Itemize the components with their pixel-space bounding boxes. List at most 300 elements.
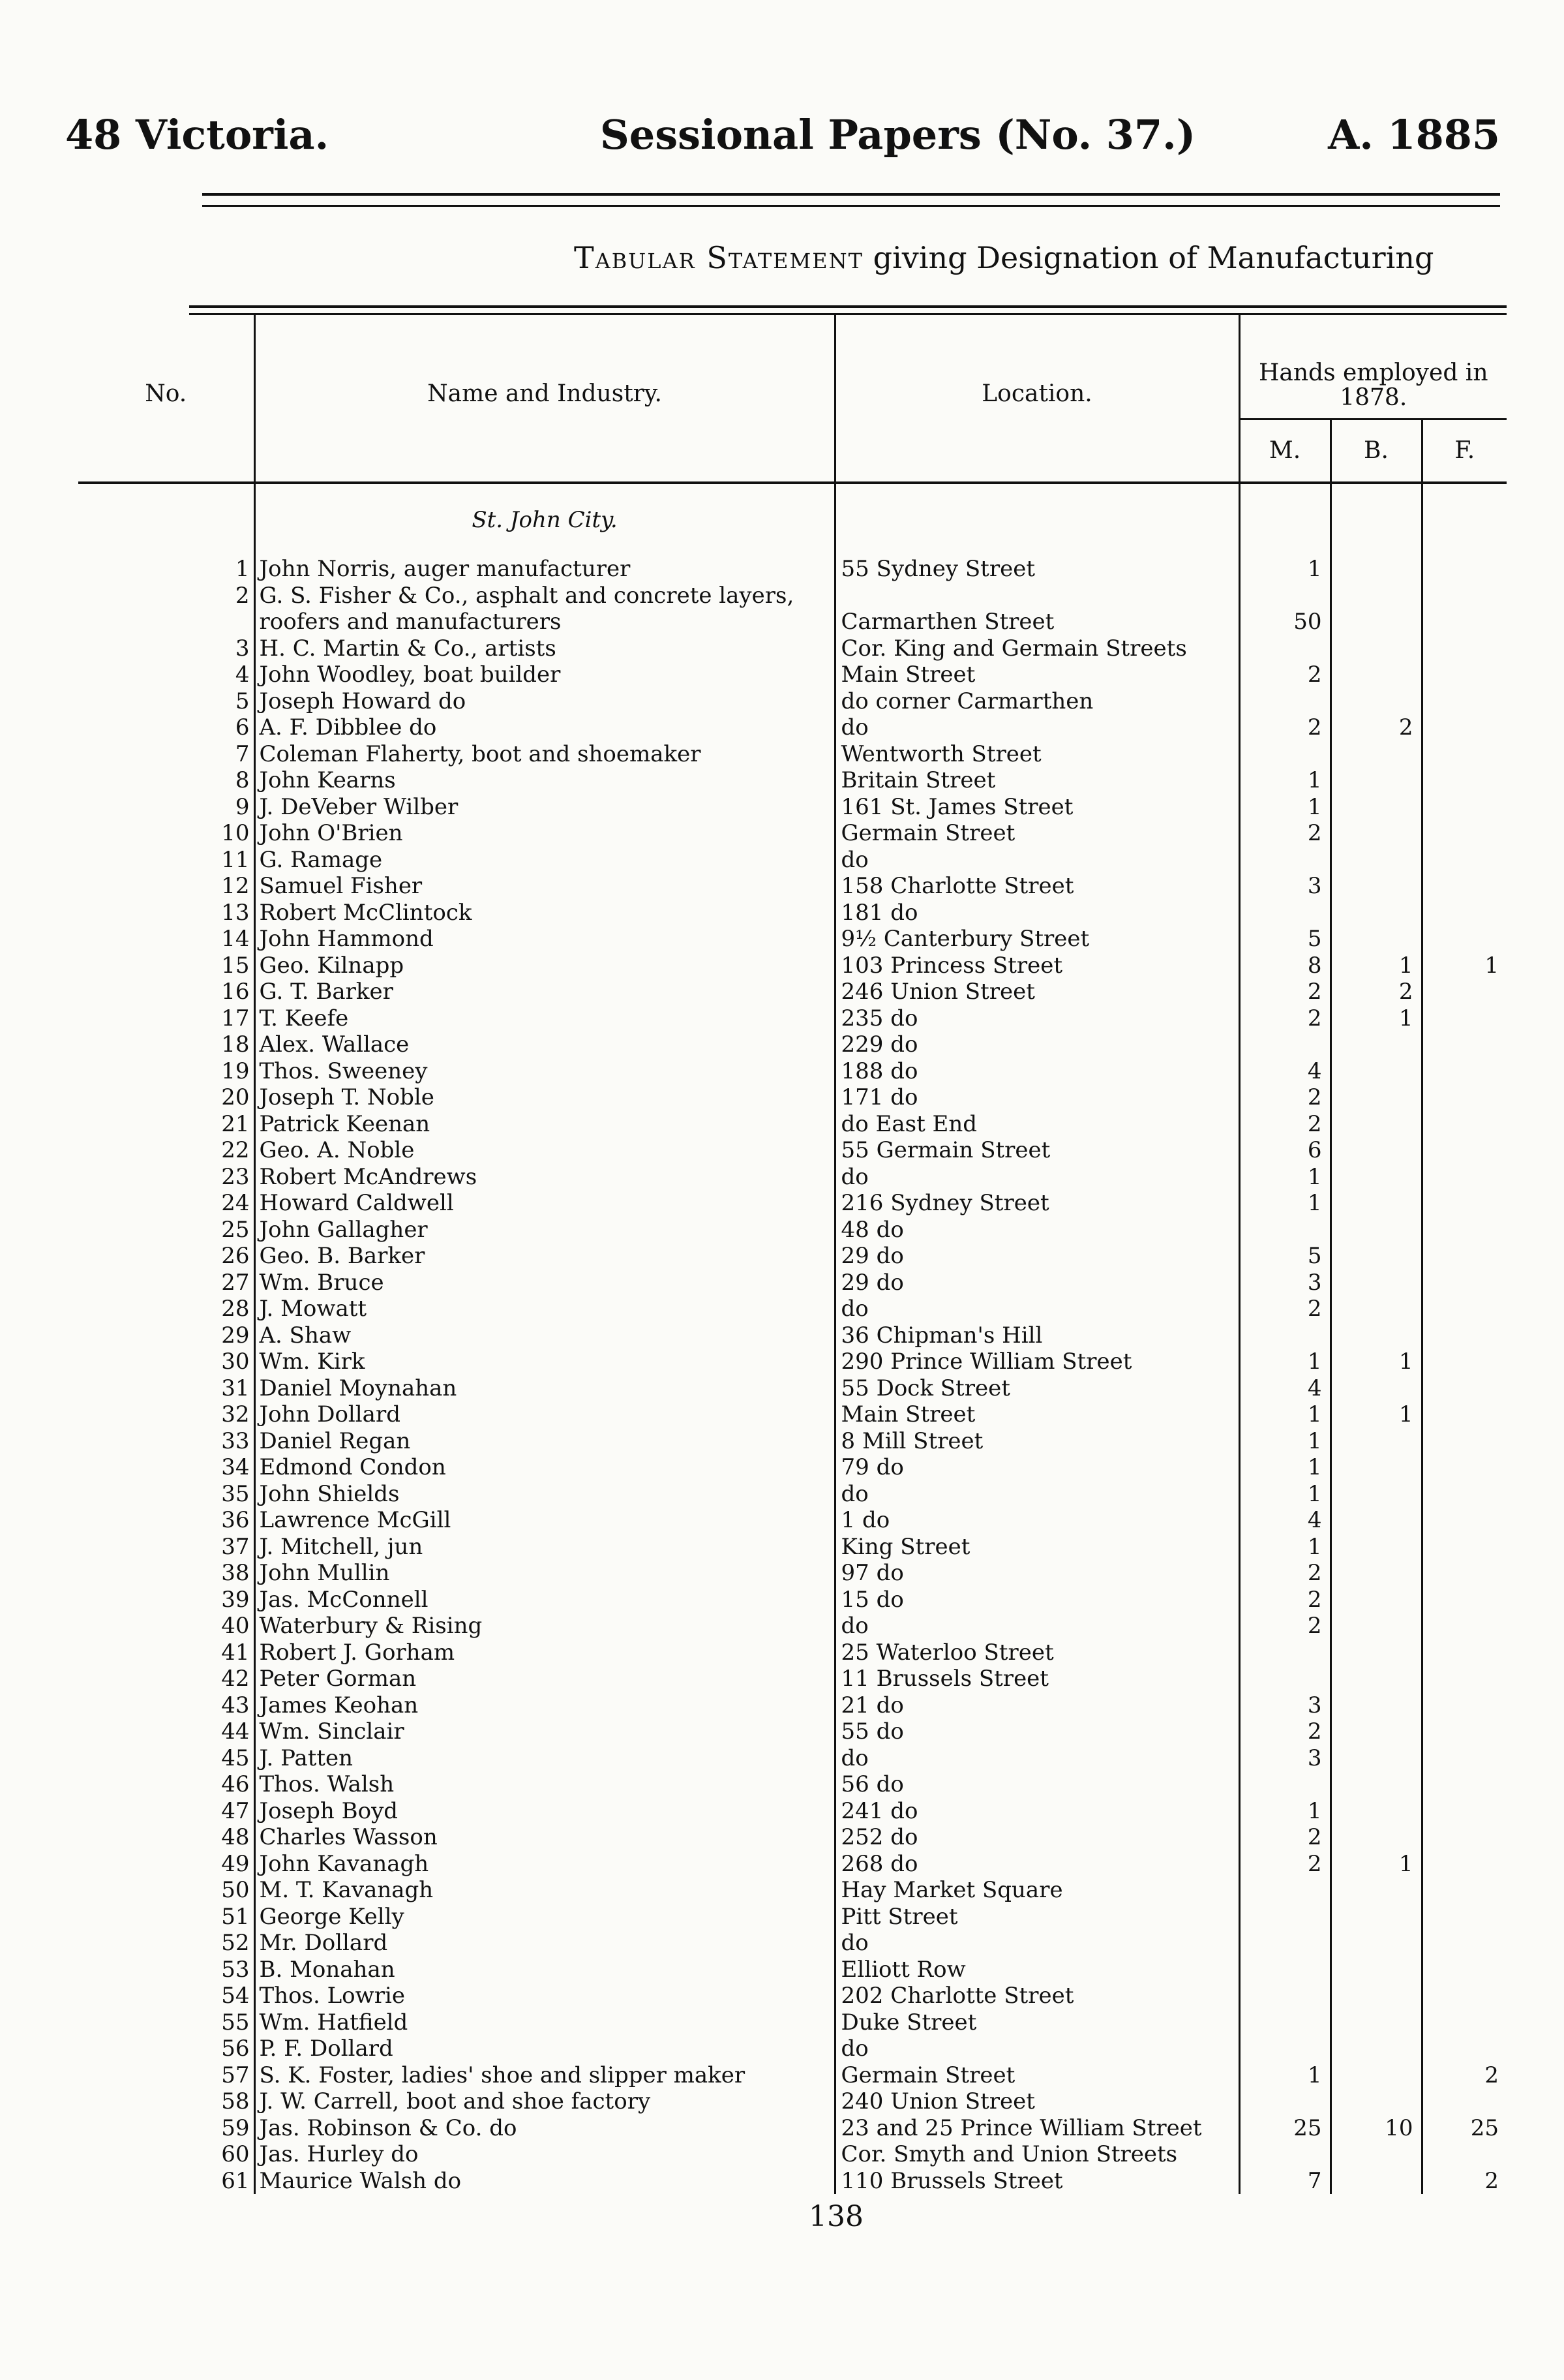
row-hands-b [1331, 1613, 1422, 1640]
row-hands-b [1331, 1454, 1422, 1481]
row-location: 161 St. James Street [835, 794, 1239, 821]
table-row [78, 1930, 1507, 1957]
row-hands-b [1331, 635, 1422, 662]
row-location: Germain Street [835, 2062, 1239, 2089]
row-name-industry: A. Shaw [254, 1322, 835, 1349]
row-number: 40 [221, 1613, 250, 1639]
row-number: 44 [221, 1718, 250, 1745]
row-hands-f [1422, 1084, 1507, 1111]
row-number: 50 [221, 1877, 250, 1903]
row-hands-f [1422, 1454, 1507, 1481]
row-location: 48 do [835, 1217, 1239, 1243]
row-number: 48 [221, 1824, 250, 1850]
row-name-industry: James Keohan [254, 1692, 835, 1719]
col-header-f: F. [1422, 420, 1507, 483]
row-name-industry: Geo. Kilnapp [254, 953, 835, 979]
row-hands-b [1331, 1243, 1422, 1270]
row-name-industry: John Mullin [254, 1560, 835, 1587]
row-hands-f [1422, 1718, 1507, 1745]
table-row [78, 1243, 1507, 1270]
row-location: Germain Street [835, 820, 1239, 847]
table-row [78, 926, 1507, 953]
row-hands-f [1422, 635, 1507, 662]
col-header-hands: Hands employed in 1878. [1239, 314, 1507, 420]
table-row [78, 1084, 1507, 1111]
row-name-industry: Wm. Kirk [254, 1349, 835, 1375]
row-name-industry: John Hammond [254, 926, 835, 953]
row-hands-m: 2 [1239, 714, 1331, 741]
row-hands-f [1422, 2141, 1507, 2168]
table-row [78, 2062, 1507, 2089]
row-location: 55 Dock Street [835, 1375, 1239, 1402]
row-hands-m [1239, 847, 1331, 874]
table-row [78, 1613, 1507, 1640]
row-hands-b [1331, 1666, 1422, 1692]
col-header-name: Name and Industry. [254, 314, 835, 483]
row-location: 181 do [835, 900, 1239, 926]
row-location: 15 do [835, 1587, 1239, 1613]
table-row [78, 741, 1507, 768]
row-name-industry: Thos. Sweeney [254, 1058, 835, 1085]
title-rest: giving Designation of Manufacturing [873, 240, 1434, 275]
row-hands-b [1331, 1164, 1422, 1191]
row-hands-f [1422, 1745, 1507, 1772]
row-hands-m: 2 [1239, 820, 1331, 847]
row-name-industry: P. F. Dollard [254, 2036, 835, 2062]
col-header-no: No. [78, 314, 254, 483]
row-name-industry: Robert McAndrews [254, 1164, 835, 1191]
row-name-industry: Samuel Fisher [254, 873, 835, 900]
row-location: 241 do [835, 1798, 1239, 1825]
row-hands-b [1331, 1877, 1422, 1904]
row-hands-b [1331, 1824, 1422, 1851]
row-location: do East End [835, 1111, 1239, 1138]
table-top-rule-1 [189, 305, 1507, 308]
row-name-industry: A. F. Dibblee do [254, 714, 835, 741]
row-hands-b [1331, 1771, 1422, 1798]
row-hands-m [1239, 1322, 1331, 1349]
table-row [78, 1771, 1507, 1798]
table-row [78, 1640, 1507, 1666]
table-row [78, 1217, 1507, 1243]
row-hands-f [1422, 2088, 1507, 2115]
row-hands-f [1422, 1666, 1507, 1692]
row-hands-m: 3 [1239, 1692, 1331, 1719]
row-location: 235 do [835, 1005, 1239, 1032]
row-number: 12 [221, 873, 250, 899]
row-number: 49 [221, 1850, 250, 1877]
row-hands-m: 1 [1239, 767, 1331, 794]
table-row [78, 1798, 1507, 1825]
row-hands-b: 2 [1331, 979, 1422, 1005]
table-row [78, 2036, 1507, 2062]
row-hands-b [1331, 583, 1422, 609]
row-location: do [835, 2036, 1239, 2062]
row-hands-f [1422, 1481, 1507, 1508]
row-hands-b: 2 [1331, 714, 1422, 741]
header-sessional-papers: Sessional Papers (No. 37.) [600, 111, 1196, 159]
row-hands-m [1239, 1904, 1331, 1930]
row-number: 8 [235, 767, 250, 793]
row-hands-b [1331, 1111, 1422, 1138]
row-hands-f [1422, 873, 1507, 900]
row-hands-f [1422, 1640, 1507, 1666]
row-hands-f [1422, 1613, 1507, 1640]
row-location: Elliott Row [835, 1957, 1239, 1983]
row-number: 28 [221, 1296, 250, 1322]
table-row [78, 635, 1507, 662]
row-number: 41 [221, 1639, 250, 1666]
row-number: 46 [221, 1771, 250, 1797]
row-hands-f [1422, 1877, 1507, 1904]
row-hands-m [1239, 1031, 1331, 1058]
row-location: Main Street [835, 1401, 1239, 1428]
row-name-industry: J. W. Carrell, boot and shoe factory [254, 2088, 835, 2115]
row-hands-f [1422, 1217, 1507, 1243]
row-number: 20 [221, 1084, 250, 1110]
row-name-industry: Wm. Bruce [254, 1270, 835, 1296]
row-name-industry: Alex. Wallace [254, 1031, 835, 1058]
row-number: 59 [221, 2114, 250, 2141]
row-hands-f [1422, 767, 1507, 794]
row-number: 39 [221, 1586, 250, 1613]
row-location: 97 do [835, 1560, 1239, 1587]
row-hands-b [1331, 1190, 1422, 1217]
row-number: 22 [221, 1137, 250, 1163]
row-hands-m: 2 [1239, 1560, 1331, 1587]
row-hands-f [1422, 688, 1507, 715]
row-name-industry: John Shields [254, 1481, 835, 1508]
table-row [78, 2168, 1507, 2195]
row-hands-b [1331, 794, 1422, 821]
row-number: 36 [221, 1507, 250, 1533]
row-hands-f [1422, 2009, 1507, 2036]
row-name-industry: roofers and manufacturers [254, 609, 835, 635]
row-number: 30 [221, 1349, 250, 1375]
row-hands-f [1422, 1111, 1507, 1138]
row-hands-m [1239, 2036, 1331, 2062]
table-row [78, 1375, 1507, 1402]
row-name-industry: Patrick Keenan [254, 1111, 835, 1138]
table-row [78, 1824, 1507, 1851]
table-row [78, 900, 1507, 926]
row-hands-m [1239, 2141, 1331, 2168]
row-location: 252 do [835, 1824, 1239, 1851]
table-row [78, 662, 1507, 688]
row-hands-b [1331, 2009, 1422, 2036]
row-location: Carmarthen Street [835, 609, 1239, 635]
table-row [78, 1058, 1507, 1085]
table-row [78, 847, 1507, 874]
row-location: 110 Brussels Street [835, 2168, 1239, 2195]
row-number: 61 [221, 2167, 250, 2194]
row-hands-f: 25 [1422, 2115, 1507, 2142]
table-row [78, 979, 1507, 1005]
row-hands-m: 1 [1239, 2062, 1331, 2089]
row-hands-f: 2 [1422, 2168, 1507, 2195]
row-name-industry: John Kearns [254, 767, 835, 794]
row-hands-b: 1 [1331, 1851, 1422, 1878]
row-hands-m [1239, 900, 1331, 926]
row-location: 1 do [835, 1507, 1239, 1534]
row-hands-f [1422, 583, 1507, 609]
row-hands-b [1331, 2168, 1422, 2195]
row-location: Duke Street [835, 2009, 1239, 2036]
row-number: 34 [221, 1454, 250, 1480]
row-hands-m: 8 [1239, 953, 1331, 979]
row-hands-m: 1 [1239, 556, 1331, 583]
row-location: 229 do [835, 1031, 1239, 1058]
table-row [78, 1851, 1507, 1878]
row-hands-b [1331, 741, 1422, 768]
row-number: 29 [221, 1322, 250, 1349]
row-hands-b [1331, 1322, 1422, 1349]
row-number: 42 [221, 1666, 250, 1692]
row-location: Pitt Street [835, 1904, 1239, 1930]
row-hands-m: 4 [1239, 1375, 1331, 1402]
row-hands-m: 4 [1239, 1058, 1331, 1085]
row-hands-f [1422, 847, 1507, 874]
row-number: 37 [221, 1533, 250, 1560]
row-number: 7 [235, 740, 250, 767]
row-location: 55 do [835, 1718, 1239, 1745]
row-name-industry: Joseph T. Noble [254, 1084, 835, 1111]
table-row [78, 2088, 1507, 2115]
row-hands-m [1239, 741, 1331, 768]
row-number: 35 [221, 1480, 250, 1507]
row-hands-b [1331, 847, 1422, 874]
row-number: 3 [235, 635, 250, 662]
row-hands-m [1239, 1217, 1331, 1243]
row-hands-b [1331, 900, 1422, 926]
row-hands-b [1331, 1692, 1422, 1719]
row-hands-b [1331, 1983, 1422, 2009]
row-number: 52 [221, 1930, 250, 1956]
row-location: 29 do [835, 1270, 1239, 1296]
row-hands-b [1331, 2088, 1422, 2115]
row-hands-m: 1 [1239, 1164, 1331, 1191]
row-hands-f [1422, 794, 1507, 821]
row-hands-m: 2 [1239, 979, 1331, 1005]
row-hands-f [1422, 926, 1507, 953]
row-location: do [835, 1164, 1239, 1191]
row-hands-m: 6 [1239, 1137, 1331, 1164]
row-hands-b [1331, 1640, 1422, 1666]
row-hands-b [1331, 767, 1422, 794]
row-hands-b [1331, 609, 1422, 635]
row-name-industry: Howard Caldwell [254, 1190, 835, 1217]
row-hands-m: 2 [1239, 1084, 1331, 1111]
row-location: 188 do [835, 1058, 1239, 1085]
table-row [78, 767, 1507, 794]
row-hands-m: 5 [1239, 926, 1331, 953]
row-hands-m [1239, 1930, 1331, 1957]
row-name-industry: Geo. B. Barker [254, 1243, 835, 1270]
table-row [78, 1692, 1507, 1719]
table-row [78, 1745, 1507, 1772]
row-hands-b [1331, 1296, 1422, 1322]
row-location: 268 do [835, 1851, 1239, 1878]
row-number: 58 [221, 2088, 250, 2114]
row-number: 14 [221, 926, 250, 952]
row-hands-b [1331, 1930, 1422, 1957]
table-row [78, 1957, 1507, 1983]
row-hands-b [1331, 1507, 1422, 1534]
col-header-b: B. [1331, 420, 1422, 483]
row-hands-m [1239, 1771, 1331, 1798]
table-row [78, 1904, 1507, 1930]
row-location: 9½ Canterbury Street [835, 926, 1239, 953]
row-hands-m: 7 [1239, 2168, 1331, 2195]
row-hands-b [1331, 1718, 1422, 1745]
row-number: 4 [235, 662, 250, 688]
page-header [65, 111, 1500, 170]
row-number: 11 [221, 846, 250, 873]
row-hands-b [1331, 2036, 1422, 2062]
row-hands-b [1331, 1957, 1422, 1983]
row-hands-f [1422, 1270, 1507, 1296]
row-hands-b [1331, 820, 1422, 847]
row-location: do [835, 1296, 1239, 1322]
section-row [78, 483, 1507, 556]
row-hands-m [1239, 2009, 1331, 2036]
row-location: Cor. Smyth and Union Streets [835, 2141, 1239, 2168]
row-hands-m [1239, 635, 1331, 662]
row-hands-m [1239, 2088, 1331, 2115]
table-row [78, 1454, 1507, 1481]
row-number: 38 [221, 1560, 250, 1586]
row-location: 29 do [835, 1243, 1239, 1270]
row-hands-m: 25 [1239, 2115, 1331, 2142]
row-hands-f [1422, 1005, 1507, 1032]
row-hands-b: 1 [1331, 1005, 1422, 1032]
row-name-industry: M. T. Kavanagh [254, 1877, 835, 1904]
table-row [78, 1031, 1507, 1058]
row-hands-f: 2 [1422, 2062, 1507, 2089]
row-hands-b [1331, 688, 1422, 715]
table-title [574, 240, 1434, 275]
row-hands-f [1422, 1401, 1507, 1428]
row-hands-m [1239, 1666, 1331, 1692]
row-number: 1 [235, 556, 250, 582]
row-hands-m: 1 [1239, 1428, 1331, 1455]
row-hands-m: 2 [1239, 1613, 1331, 1640]
row-location: Hay Market Square [835, 1877, 1239, 1904]
row-hands-m: 3 [1239, 1745, 1331, 1772]
row-number: 45 [221, 1745, 250, 1771]
table-row [78, 1877, 1507, 1904]
row-hands-m: 1 [1239, 1454, 1331, 1481]
row-hands-b [1331, 2141, 1422, 2168]
row-name-industry: Thos. Walsh [254, 1771, 835, 1798]
row-hands-f [1422, 1692, 1507, 1719]
row-hands-m [1239, 1877, 1331, 1904]
row-location: Wentworth Street [835, 741, 1239, 768]
row-name-industry: T. Keefe [254, 1005, 835, 1032]
row-hands-m: 2 [1239, 1005, 1331, 1032]
row-number: 23 [221, 1163, 250, 1190]
table-row [78, 1164, 1507, 1191]
row-hands-b [1331, 1587, 1422, 1613]
col-header-m: M. [1239, 420, 1331, 483]
row-name-industry: Coleman Flaherty, boot and shoemaker [254, 741, 835, 768]
table-row [78, 1560, 1507, 1587]
row-name-industry: Jas. Hurley do [254, 2141, 835, 2168]
row-name-industry: John Kavanagh [254, 1851, 835, 1878]
row-hands-f [1422, 900, 1507, 926]
row-number: 31 [221, 1375, 250, 1401]
row-number: 9 [235, 793, 250, 820]
table-row [78, 1296, 1507, 1322]
row-hands-m: 1 [1239, 1534, 1331, 1561]
row-location: 21 do [835, 1692, 1239, 1719]
row-number: 32 [221, 1401, 250, 1427]
row-hands-b [1331, 1904, 1422, 1930]
row-number: 24 [221, 1190, 250, 1216]
row-hands-b [1331, 1798, 1422, 1825]
row-location: 290 Prince William Street [835, 1349, 1239, 1375]
table-row [78, 1428, 1507, 1455]
row-hands-f [1422, 1930, 1507, 1957]
row-location: Main Street [835, 662, 1239, 688]
row-location: 56 do [835, 1771, 1239, 1798]
table-row [78, 583, 1507, 609]
row-name-industry: Joseph Boyd [254, 1798, 835, 1825]
row-name-industry: Maurice Walsh do [254, 2168, 835, 2195]
row-hands-m: 1 [1239, 1798, 1331, 1825]
row-hands-b: 1 [1331, 953, 1422, 979]
row-number: 2 [235, 582, 250, 609]
row-location: 202 Charlotte Street [835, 1983, 1239, 2009]
row-hands-f [1422, 1904, 1507, 1930]
row-number: 18 [221, 1031, 250, 1058]
row-hands-f [1422, 556, 1507, 583]
row-location: 11 Brussels Street [835, 1666, 1239, 1692]
row-hands-m: 1 [1239, 1401, 1331, 1428]
row-location: 246 Union Street [835, 979, 1239, 1005]
table-row [78, 1111, 1507, 1138]
row-hands-b [1331, 1428, 1422, 1455]
row-name-industry: Mr. Dollard [254, 1930, 835, 1957]
row-location: do [835, 714, 1239, 741]
row-hands-b [1331, 1058, 1422, 1085]
row-name-industry: J. Mowatt [254, 1296, 835, 1322]
row-name-industry: G. S. Fisher & Co., asphalt and concrete layers, [254, 583, 835, 609]
row-hands-f [1422, 1507, 1507, 1534]
row-hands-m: 3 [1239, 873, 1331, 900]
row-hands-m: 2 [1239, 1111, 1331, 1138]
table-row [78, 820, 1507, 847]
row-location: do [835, 847, 1239, 874]
table-row [78, 1190, 1507, 1217]
row-hands-f [1422, 1771, 1507, 1798]
row-hands-b: 10 [1331, 2115, 1422, 2142]
row-name-industry: Thos. Lowrie [254, 1983, 835, 2009]
row-hands-m: 3 [1239, 1270, 1331, 1296]
row-name-industry: Robert J. Gorham [254, 1640, 835, 1666]
table-row [78, 1322, 1507, 1349]
row-hands-m: 2 [1239, 1296, 1331, 1322]
table-row [78, 794, 1507, 821]
row-name-industry: John Woodley, boat builder [254, 662, 835, 688]
row-hands-m: 5 [1239, 1243, 1331, 1270]
table-body [78, 483, 1507, 2194]
row-hands-b [1331, 1031, 1422, 1058]
title-smallcaps: Tabular Statement [574, 240, 864, 275]
row-number [78, 609, 254, 635]
row-number: 15 [221, 952, 250, 979]
row-hands-f [1422, 1428, 1507, 1455]
